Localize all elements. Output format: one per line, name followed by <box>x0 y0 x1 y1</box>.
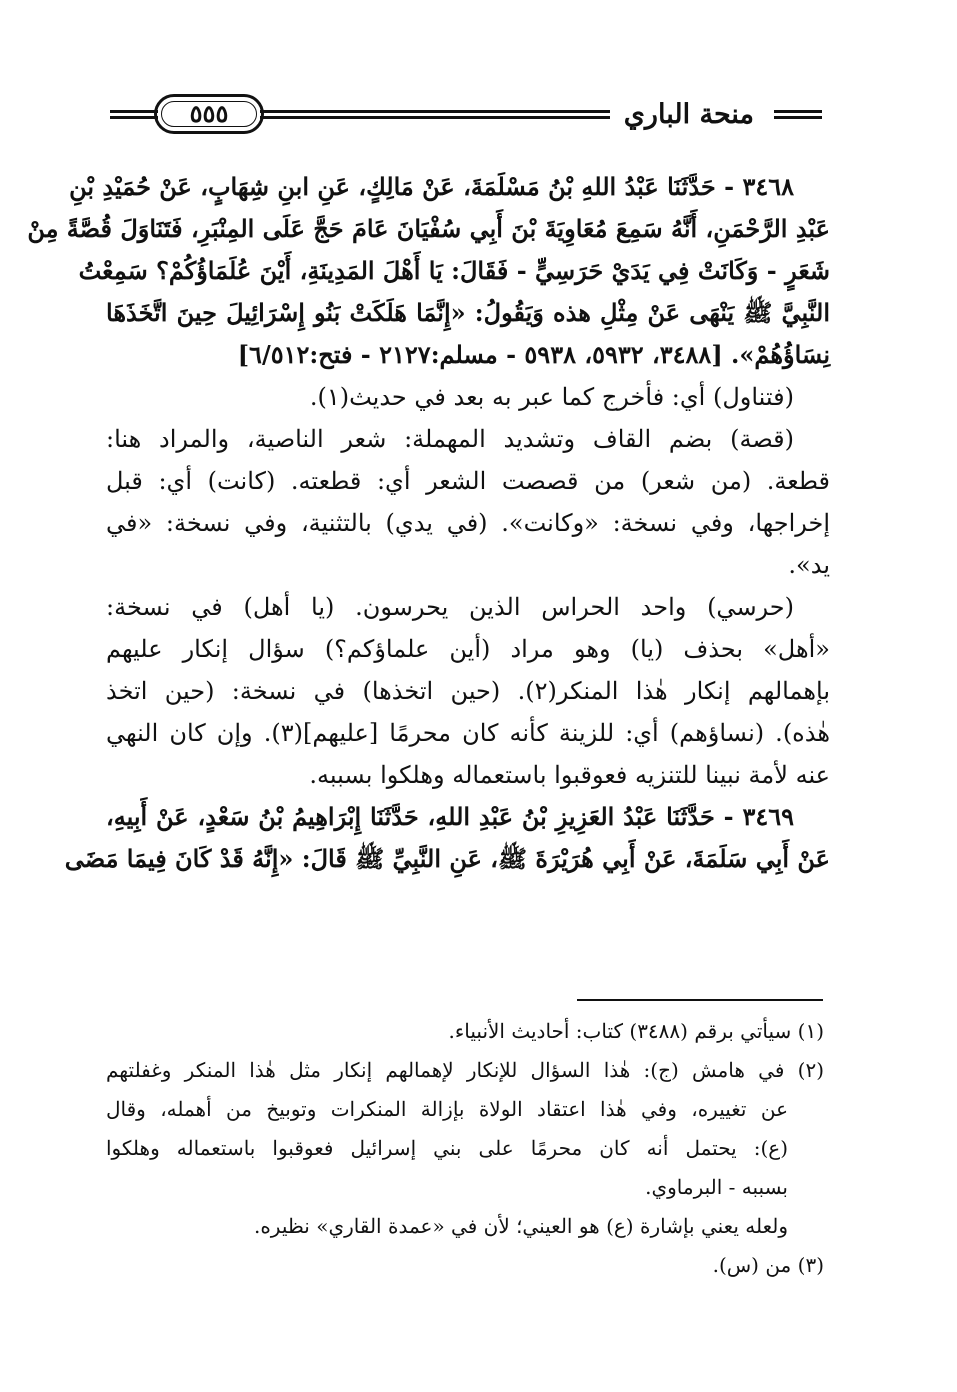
footnote-line: بسببه - البرماوي. <box>645 1175 788 1199</box>
footnote-line: (٣) من (س). <box>712 1253 824 1277</box>
footnote-line: ولعله يعني بإشارة (ع) هو العيني؛ لأن في «عمدة القاري» نظيره. <box>253 1214 788 1238</box>
commentary-line: (حرسي) واحد الحراس الذين يحرسون. (يا أهل) في نسخة: <box>106 593 794 621</box>
commentary-line: بإهمالهم إنكار هٰذا المنكر(٢). (حين اتخذها) في نسخة: (حين اتخذ <box>106 677 831 705</box>
commentary-line: قطعة. (من شعر) من قصصت الشعر أي: قطعته. (كانت) أي: قبل <box>106 467 830 495</box>
hadith-3468-line: عَبْدِ الرَّحْمَنِ، أَنَّهُ سَمِعَ مُعَاوِيَةَ بْنَ أَبِي سُفْيَانَ عَامَ حَجَّ عَلَى المِنْبَرِ، فَتَنَاوَلَ قُصَّةً مِنْ <box>27 214 830 243</box>
footnote-line: (١) سيأتي برقم (٣٤٨٨) كتاب: أحاديث الأنبياء. <box>448 1019 824 1043</box>
commentary-line: (قصة) بضم القاف وتشديد المهملة: شعر الناصية، والمراد هنا: <box>106 425 794 453</box>
commentary-line: هٰذه). (نساؤهم) أي: للزينة كأنه كان محرمًا [عليهم](٣). وإن كان النهي <box>106 719 831 747</box>
footnote-line: عن تغييره، وفي هٰذا اعتقاد الولاة بإزالة المنكرات وتوبيخ من أهمله، وقال <box>106 1097 789 1121</box>
hadith-3468-line: النَّبِيَّ ﷺ يَنْهَى عَنْ مِثْلِ هذه وَيَقُولُ: «إِنَّمَا هَلَكَتْ بَنُو إِسْرَائِيلَ حِينَ اتَّخَذَهَا <box>106 298 830 327</box>
hadith-3469-line: ٣٤٦٩ - حَدَّثَنَا عَبْدُ العَزِيزِ بْنُ عَبْدِ اللهِ، حَدَّثَنَا إِبْرَاهِيمُ بْنُ سَعْدٍ، عَنْ أَبِيهِ، <box>106 802 794 831</box>
page-number: ٥٥٥ <box>154 94 264 134</box>
hadith-3469-line: عَنْ أَبِي سَلَمَةَ، عَنْ أَبِي هُرَيْرَةَ ﷺ، عَنِ النَّبِيِّ ﷺ قَالَ: «إِنَّهُ قَدْ كَانَ فِيمَا مَضَى <box>64 844 830 873</box>
commentary-line: يد». <box>788 551 830 579</box>
header-right-rule <box>774 110 822 119</box>
page-header <box>110 86 822 144</box>
footnote-separator <box>577 999 823 1001</box>
commentary-line: إخراجها، وفي نسخة: «وكانت». (في يدي) بالتثنية، وفي نسخة: «في <box>106 509 830 537</box>
commentary-line: «أهل» بحذف (يا) وهو مراد (أين علماؤكم؟) سؤال إنكار عليهم <box>106 635 830 663</box>
hadith-3468-line: نِسَاؤُهُمْ». [٣٤٨٨، ٥٩٣٢، ٥٩٣٨ - مسلم:٢١٢٧ - فتح:٦/٥١٢] <box>237 340 830 369</box>
commentary-line: عنه لأمة نبينا للتنزيه فعوقبوا باستعماله وهلكوا بسببه. <box>309 761 830 789</box>
hadith-3468-line: ٣٤٦٨ - حَدَّثَنَا عَبْدُ اللهِ بْنُ مَسْلَمَةَ، عَنْ مَالِكٍ، عَنِ ابنِ شِهَابٍ، عَنْ حُمَيْدِ بْنِ <box>69 172 794 201</box>
header-left-rule <box>110 110 158 119</box>
header-middle-rule <box>260 110 610 119</box>
commentary-line: (فتناول) أي: فأخرج كما عبر به بعد في حديث(١). <box>309 383 794 411</box>
hadith-3468-line: شَعَرٍ - وَكَانَتْ فِي يَدَيْ حَرَسِيٍّ - فَقَالَ: يَا أَهْلَ المَدِينَةِ، أَيْنَ عُلَمَاؤُكُمْ؟ سَمِعْتُ <box>78 256 830 285</box>
main-text <box>27 166 831 880</box>
footnotes <box>106 1012 824 1285</box>
running-title: منحة الباري <box>623 99 754 130</box>
footnote-line: (ع): يحتمل أنه كان محرمًا على بني إسرائيل فعوقبوا باستعماله وهلكوا <box>106 1136 788 1160</box>
footnote-line: (٢) في هامش (ج): هٰذا السؤال للإنكار لإهمالهم إنكار مثل هٰذا المنكر وغفلتهم <box>106 1058 824 1082</box>
